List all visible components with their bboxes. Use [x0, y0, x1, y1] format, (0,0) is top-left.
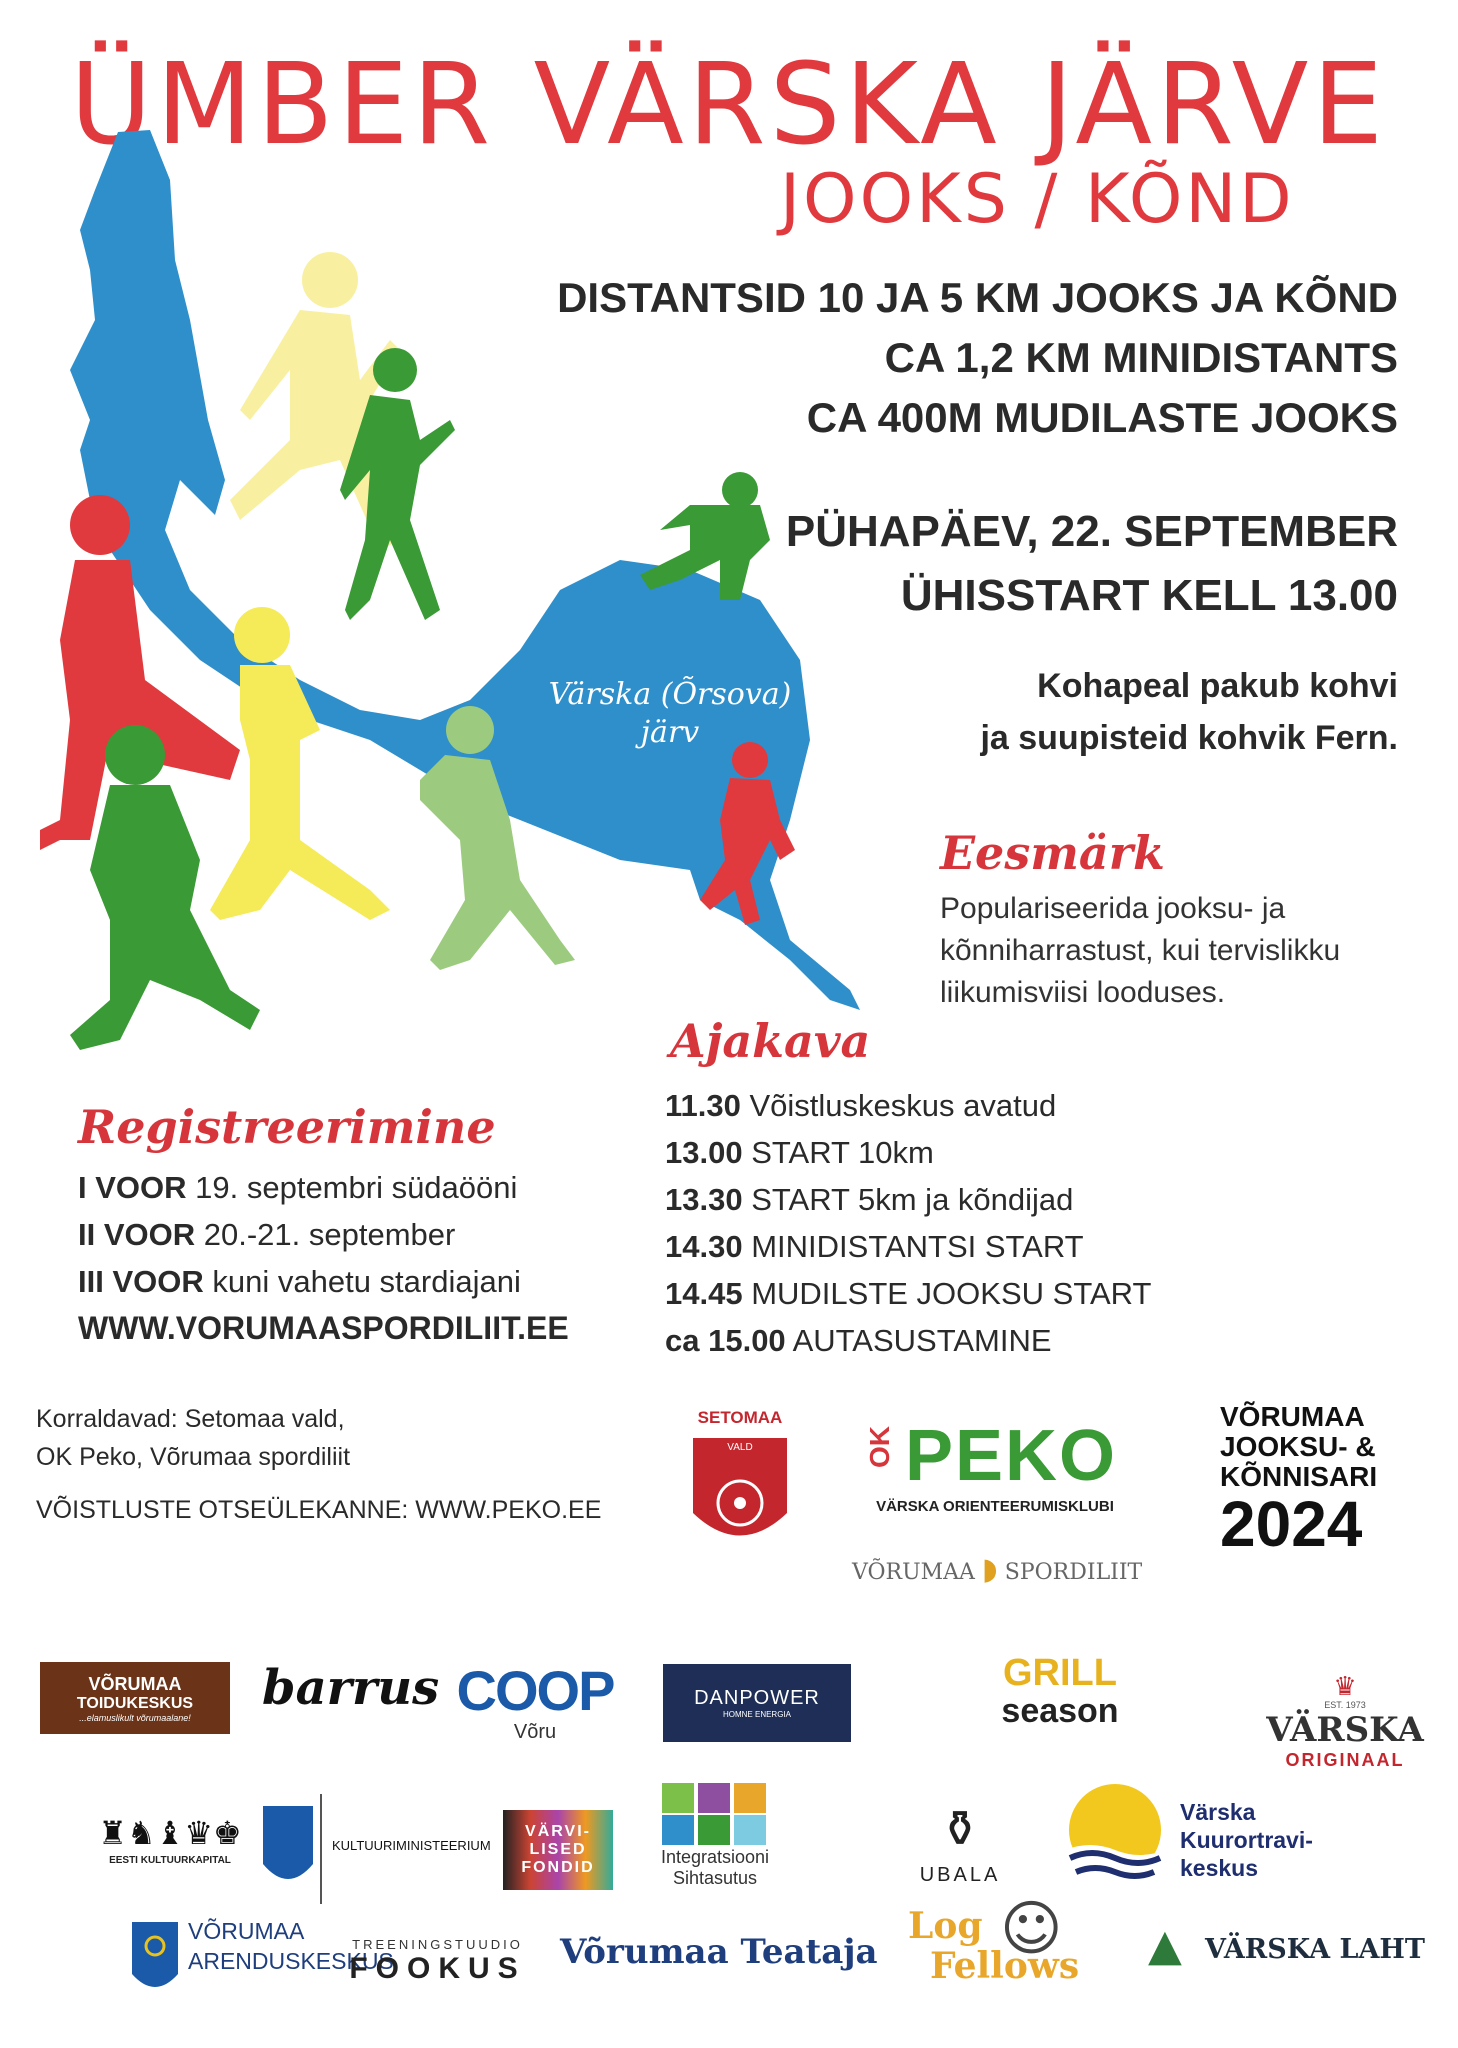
schedule-item: 13.30 START 5km ja kõndijad — [665, 1182, 1074, 1217]
ubala-text: UBALA — [919, 1863, 1001, 1886]
spordiliit-logo — [852, 1552, 1142, 1587]
puzzle-icon — [660, 1781, 770, 1847]
fellows-text: Fellows — [930, 1945, 1080, 1987]
lake-label-line1: Värska (Õrsova) — [548, 677, 792, 712]
sari-year: 2024 — [1220, 1488, 1363, 1560]
toidukeskus-text-2: TOIDUKESKUS — [76, 1694, 194, 1712]
live-broadcast-link[interactable]: VÕISTLUSTE OTSEÜLEKANNE: WWW.PEKO.EE — [36, 1496, 602, 1524]
danpower-sub: HOMNE ENERGIA — [722, 1710, 791, 1719]
setomaa-logo — [685, 1408, 795, 1558]
start-time: ÜHISSTART KELL 13.00 — [900, 571, 1398, 620]
peko-sub: VÄRSKA ORIENTEERUMISKLUBI — [876, 1498, 1114, 1515]
varska-est: EST. 1973 — [1324, 1699, 1366, 1710]
kulka-text: EESTI KULTUURKAPITAL — [109, 1854, 231, 1866]
arendus-line: VÕRUMAA — [188, 1918, 305, 1944]
kuurortravikeskus-mark — [1060, 1780, 1170, 1890]
kultuuriministeerium-text: KULTUURIMINISTEERIUM — [332, 1838, 491, 1853]
goal-text: Populariseerida jooksu- ja kõnniharrastust, kui tervislikku liikumisviisi looduses. — [940, 892, 1341, 1009]
peko-text: PEKO — [905, 1416, 1118, 1496]
toidukeskus-slogan: ...elamuslikult võrumaalane! — [79, 1712, 191, 1723]
peko-ok-text: OK — [864, 1426, 895, 1468]
kulka-logo — [100, 1798, 240, 1878]
schedule-item: ca 15.00 AUTASUSTAMINE — [665, 1323, 1052, 1358]
registration-heading: Registreerimine — [78, 1100, 496, 1154]
registration-round: III VOOR kuni vahetu stardiajani — [78, 1264, 521, 1299]
crown-icon: ♛ — [1333, 1671, 1357, 1702]
arendus-line: ARENDUSKESKUS — [188, 1948, 394, 1974]
cafe-info — [980, 660, 1398, 764]
schedule-list — [665, 1082, 1151, 1364]
distance-line: CA 1,2 KM MINIDISTANTS — [884, 334, 1398, 381]
lake-label-line2: järv — [640, 715, 700, 750]
varska-originaal-logo — [1260, 1664, 1430, 1780]
goal-heading: Eesmärk — [940, 826, 1165, 880]
spordiliit-text: VÕRUMAA — [852, 1560, 975, 1585]
date-block — [786, 500, 1398, 628]
coat-of-arms-icon — [258, 1794, 323, 1904]
poster-subtitle: JOOKS / KÕND — [780, 160, 1295, 239]
ministry-crest — [258, 1794, 323, 1904]
integratsioon-text: Integratsiooni — [660, 1847, 770, 1867]
peko-logo — [864, 1416, 1118, 1515]
distance-line: DISTANTSID 10 JA 5 KM JOOKS JA KÕND — [557, 274, 1398, 321]
coop-sub: Võru — [513, 1720, 557, 1743]
sari-line: VÕRUMAA — [1220, 1401, 1365, 1432]
registration-url[interactable]: WWW.VORUMAASPORDILIIT.EE — [78, 1310, 569, 1346]
sun-waves-icon — [1060, 1780, 1170, 1890]
varska-laht-logo: VÄRSKA LAHT — [1205, 1934, 1425, 1965]
season-text: season — [1001, 1692, 1119, 1730]
ubala-logo — [915, 1780, 1005, 1900]
schedule-item: 14.45 MUDILSTE JOOKSU START — [665, 1276, 1152, 1311]
integratsioon-text-2: Sihtasutus — [672, 1868, 758, 1888]
integratsioon-logo — [655, 1770, 775, 1900]
lumberjack-icon: ☺ — [1000, 1894, 1063, 1964]
grill-season-logo — [985, 1648, 1135, 1734]
ubala-grinder-icon: ⚱ — [939, 1800, 981, 1857]
poster-title: ÜMBER VÄRSKA JÄRVE — [70, 40, 1388, 170]
fookus-text-2: FOOKUS — [349, 1951, 526, 1985]
varvilised-line: LISED — [529, 1841, 587, 1858]
kuurortravikeskus-text — [1180, 1798, 1313, 1882]
setomaa-shield-icon — [685, 1408, 795, 1558]
cafe-line: ja suupisteid kohvik Fern. — [980, 719, 1398, 757]
shield-icon — [130, 1918, 180, 2000]
cafe-line: Kohapeal pakub kohvi — [1037, 667, 1398, 705]
danpower-logo — [663, 1664, 851, 1742]
lake-label — [520, 676, 820, 752]
kuurort-line: Kuurortravi- — [1180, 1827, 1313, 1853]
varvilised-line: FONDID — [521, 1859, 595, 1876]
setomaa-sub: VALD — [727, 1442, 753, 1453]
schedule-item: 11.30 Võistluskeskus avatud — [665, 1088, 1057, 1123]
kuurort-line: Värska — [1180, 1799, 1256, 1825]
varska-sub: ORIGINAAL — [1285, 1749, 1405, 1770]
danpower-text: DANPOWER — [694, 1687, 820, 1709]
grill-text: GRILL — [1003, 1652, 1117, 1694]
toidukeskus-text: VÕRUMAA — [88, 1673, 182, 1694]
lake-map-illustration — [0, 120, 900, 1100]
registration-list — [78, 1164, 569, 1352]
coop-text: COOP — [456, 1658, 614, 1722]
toidukeskus-logo — [40, 1662, 230, 1734]
coop-logo — [455, 1656, 615, 1748]
varska-text: VÄRSKA — [1266, 1709, 1424, 1750]
spordiliit-mark-icon: ◗ — [981, 1552, 998, 1587]
arenduskeskus-crest — [130, 1918, 180, 2000]
schedule-heading: Ajakava — [670, 1014, 871, 1068]
kuurort-line: keskus — [1180, 1855, 1259, 1881]
spordiliit-text-2: SPORDILIIT — [1004, 1560, 1143, 1585]
vorumaa-teataja-logo: Võrumaa Teataja — [560, 1932, 878, 1972]
jooksusari-logo — [1220, 1401, 1378, 1560]
setomaa-text: SETOMAA — [697, 1408, 783, 1427]
organizers-block — [36, 1400, 350, 1476]
fookus-text: TREENINGSTUUDIO — [352, 1936, 523, 1952]
schedule-item: 13.00 START 10km — [665, 1135, 934, 1170]
fookus-logo — [350, 1926, 525, 1996]
registration-round: II VOOR 20.-21. september — [78, 1217, 456, 1252]
log-text: Log — [908, 1905, 983, 1947]
distance-line: CA 400M MUDILASTE JOOKS — [806, 394, 1398, 441]
barrus-logo: barrus — [262, 1660, 440, 1716]
schedule-item: 14.30 MINIDISTANTSI START — [665, 1229, 1084, 1264]
sari-line: JOOKSU- & — [1220, 1431, 1376, 1462]
varvilised-line: VÄRVI- — [525, 1823, 591, 1840]
kulka-figures-icon: ♜♞♝♛♚ — [98, 1814, 242, 1851]
sari-line: KÕNNISARI — [1220, 1461, 1378, 1492]
distances-block — [557, 268, 1398, 448]
organizers-line: Korraldavad: Setomaa vald, — [36, 1405, 345, 1433]
event-date: PÜHAPÄEV, 22. SEPTEMBER — [785, 507, 1398, 556]
organizers-line: OK Peko, Võrumaa spordiliit — [36, 1443, 351, 1471]
varvilised-fondid-logo — [503, 1810, 613, 1890]
registration-round: I VOOR 19. septembri südaööni — [78, 1170, 518, 1205]
pine-tree-icon: ▲ — [1148, 1920, 1182, 1971]
